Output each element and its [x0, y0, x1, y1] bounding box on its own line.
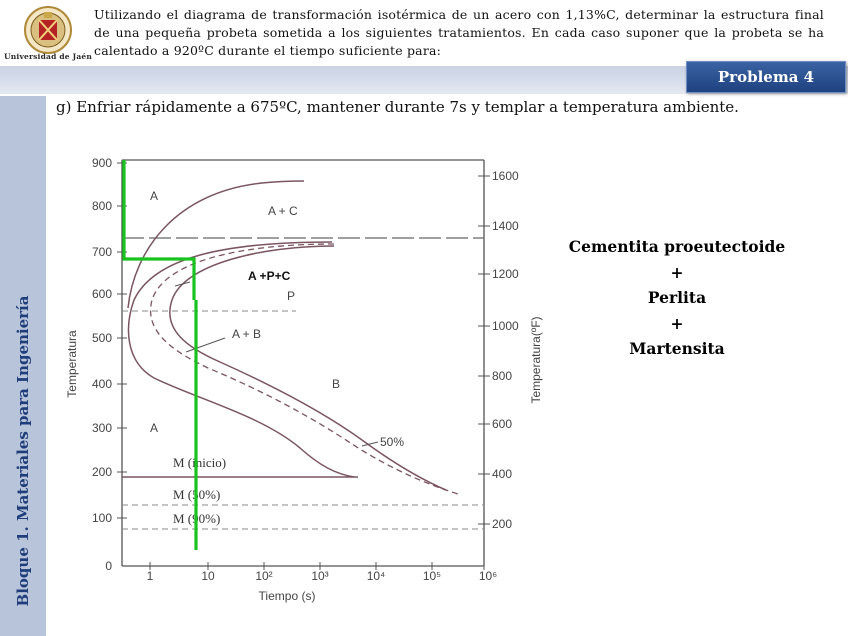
left-tick-0: 0	[105, 559, 112, 573]
x-tick-labels	[147, 569, 498, 583]
fifty-percent-curve	[151, 244, 458, 494]
right-axis-label: Temperatura(ºF)	[529, 316, 543, 404]
x-tick-marks	[150, 562, 484, 570]
right-tick-1600: 1600	[492, 169, 519, 183]
answer-plus-2: +	[670, 313, 684, 333]
answer-line-pearlite: Perlita	[647, 288, 707, 307]
left-axis-label: Temperatura	[65, 330, 79, 398]
x-tick-100000: 10⁵	[422, 569, 442, 583]
left-tick-500: 500	[91, 331, 112, 345]
left-tick-700: 700	[91, 245, 112, 259]
cementite-start-curve	[128, 181, 304, 308]
right-tick-marks	[478, 176, 490, 524]
problem-badge: Problema 4	[686, 61, 846, 93]
label-austenite-low: A	[150, 421, 159, 435]
label-m90: M (90%)	[173, 511, 221, 526]
x-tick-1000000: 10⁶	[478, 569, 498, 583]
label-m-start: M (inicio)	[173, 455, 227, 470]
answer-line-cementite: Cementita proeutectoide	[568, 237, 786, 256]
sidebar	[0, 96, 46, 636]
label-a-p-c: A +P+C	[248, 269, 291, 283]
x-tick-10: 10	[201, 569, 215, 583]
x-tick-1000: 10³	[311, 569, 329, 583]
left-tick-200: 200	[91, 465, 112, 479]
left-tick-600: 600	[91, 287, 112, 301]
right-tick-1400: 1400	[492, 219, 519, 233]
left-tick-800: 800	[91, 199, 112, 213]
logo-text: Universidad de Jaén	[4, 52, 93, 61]
left-tick-900: 900	[91, 156, 112, 170]
treatment-path	[124, 160, 196, 550]
answer-block	[548, 234, 806, 362]
label-fifty-percent: 50%	[380, 435, 405, 449]
right-tick-1000: 1000	[492, 319, 519, 333]
left-tick-100: 100	[91, 511, 112, 525]
transformation-finish-curve	[170, 246, 446, 490]
x-tick-1: 1	[146, 569, 154, 583]
answer-plus-1: +	[670, 262, 684, 282]
right-tick-600: 600	[492, 417, 513, 431]
label-austenite-top: A	[150, 189, 159, 203]
right-tick-labels	[492, 169, 519, 531]
right-tick-800: 800	[492, 369, 513, 383]
label-bainite: B	[332, 377, 341, 391]
left-tick-300: 300	[91, 421, 112, 435]
transformation-start-curve	[129, 242, 354, 477]
answer-line-martensite: Martensita	[629, 339, 725, 358]
x-tick-100: 10²	[255, 569, 273, 583]
label-m50: M (50%)	[173, 487, 221, 502]
left-tick-400: 400	[91, 377, 112, 391]
label-a-plus-b: A + B	[232, 327, 262, 341]
right-tick-200: 200	[492, 517, 513, 531]
sidebar-title: Bloque 1. Materiales para Ingeniería	[14, 295, 32, 607]
label-pearlite: P	[287, 289, 296, 303]
label-a-plus-c: A + C	[268, 204, 298, 218]
right-tick-1200: 1200	[492, 267, 519, 281]
left-tick-labels	[92, 156, 112, 573]
x-tick-10000: 10⁴	[366, 569, 386, 583]
right-tick-400: 400	[492, 467, 513, 481]
problem-statement: Utilizando el diagrama de transformación isotérmica de un acero con 1,13%C, determinar la estructura final de una pequeña probeta sometida a los siguientes tratamientos. En cada caso suponer que la probeta se ha calentado a 920ºC durante el tiempo suficiente para:	[94, 7, 824, 58]
left-tick-marks	[117, 163, 127, 518]
x-axis-label: Tiempo (s)	[258, 589, 316, 603]
question-text: g) Enfriar rápidamente a 675ºC, mantener durante 7s y templar a temperatura ambiente.	[56, 98, 739, 116]
